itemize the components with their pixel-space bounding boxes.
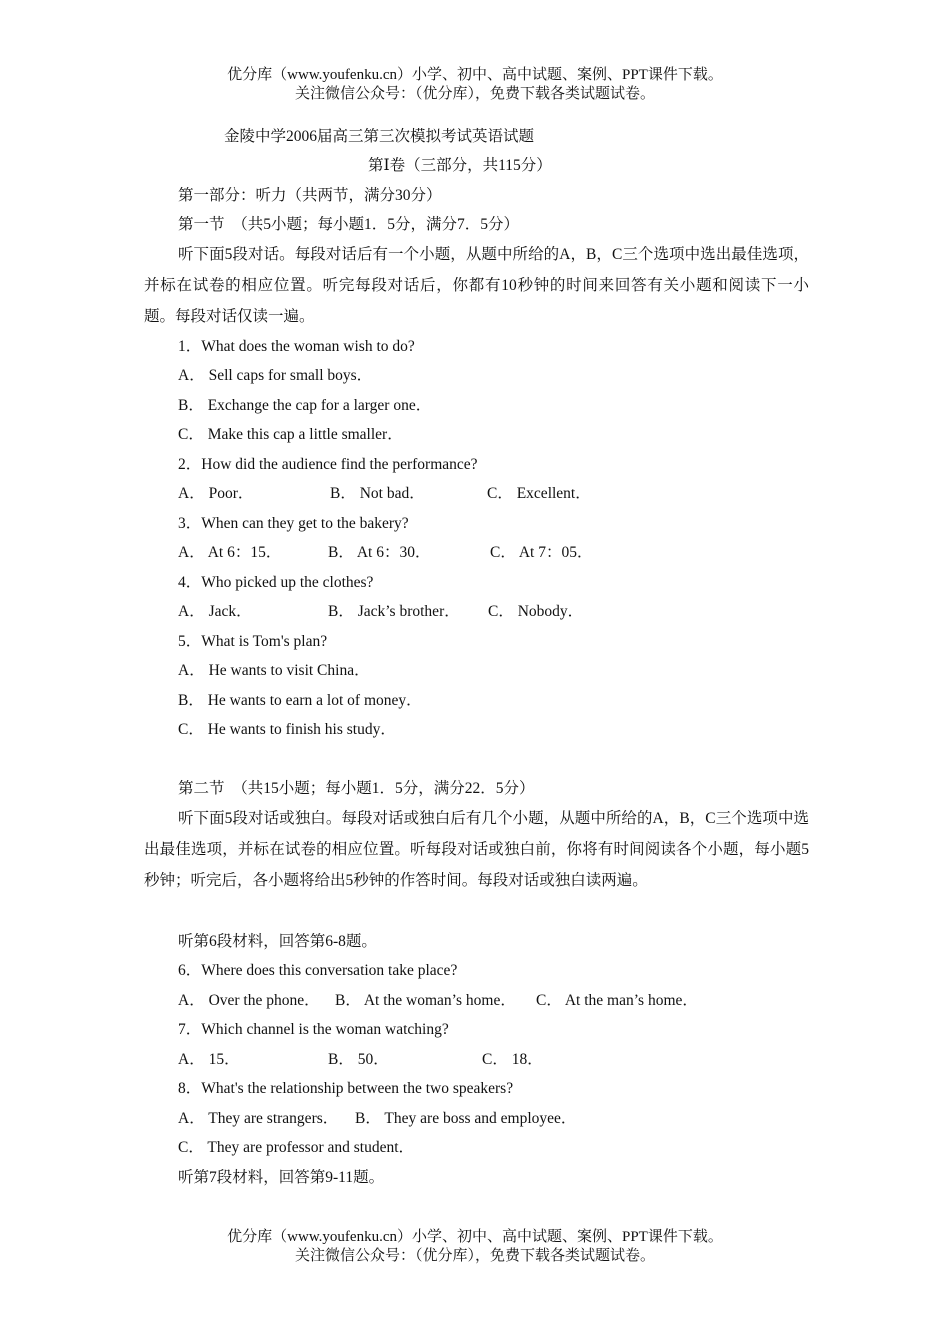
- q4-stem: 4．Who picked up the clothes?: [178, 574, 374, 591]
- q1-option-c: C． Make this cap a little smaller．: [178, 426, 403, 443]
- exam-title: 金陵中学2006届高三第三次模拟考试英语试题: [224, 128, 535, 145]
- q3-stem: 3．When can they get to the bakery?: [178, 515, 409, 532]
- q3-option-a: A． At 6：15．: [178, 544, 282, 561]
- material6-instruction: 听第6段材料，回答第6-8题。: [178, 933, 377, 950]
- q8-stem: 8．What's the relationship between the two speakers?: [178, 1080, 514, 1097]
- q3-option-c: C． At 7：05．: [490, 544, 593, 561]
- q2-stem: 2．How did the audience find the performance?: [178, 456, 478, 473]
- part1-heading: 第一部分：听力（共两节，满分30分）: [178, 187, 442, 204]
- q1-option-b: B． Exchange the cap for a larger one．: [178, 397, 432, 414]
- q4-option-b: B． Jack’s brother．: [328, 603, 460, 620]
- q7-option-a: A． 15．: [178, 1051, 240, 1068]
- q1-stem: 1．What does the woman wish to do?: [178, 338, 415, 355]
- q6-stem: 6．Where does this conversation take place?: [178, 962, 458, 979]
- q7-stem: 7．Which channel is the woman watching?: [178, 1021, 449, 1038]
- footer-line-1: 优分库（www.youfenku.cn）小学、初中、高中试题、案例、PPT课件下载。: [227, 1229, 723, 1245]
- q6-option-a: A． Over the phone．: [178, 992, 320, 1009]
- header-line-2: 关注微信公众号：（优分库），免费下载各类试题试卷。: [294, 86, 655, 102]
- q5-stem: 5．What is Tom's plan?: [178, 633, 328, 650]
- q3-option-b: B． At 6：30．: [328, 544, 431, 561]
- q2-option-b: B． Not bad．: [330, 485, 425, 502]
- q4-option-a: A． Jack．: [178, 603, 252, 620]
- section2-heading: 第二节 （共15小题；每小题1．5分，满分22．5分）: [178, 780, 535, 797]
- q6-option-b: B． At the woman’s home．: [335, 992, 516, 1009]
- q1-option-a: A． Sell caps for small boys．: [178, 367, 373, 384]
- q5-option-b: B． He wants to earn a lot of money．: [178, 692, 422, 709]
- footer-line-2: 关注微信公众号：（优分库），免费下载各类试题试卷。: [294, 1248, 655, 1264]
- q8-option-b: B． They are boss and employee．: [355, 1110, 577, 1127]
- section1-instructions: 听下面5段对话。每段对话后有一个小题，从题中所给的A，B，C三个选项中选出最佳选项，并标在试卷的相应位置。听完每段对话后，你都有10秒钟的时间来回答有关小题和阅读下一小题。每段对话仅读一遍。: [144, 246, 809, 325]
- header-line-1: 优分库（www.youfenku.cn）小学、初中、高中试题、案例、PPT课件下载。: [227, 67, 723, 83]
- q4-option-c: C． Nobody．: [488, 603, 584, 620]
- material7-instruction: 听第7段材料，回答第9-11题。: [178, 1169, 385, 1186]
- q8-option-a: A． They are strangers．: [178, 1110, 339, 1127]
- q7-option-c: C． 18．: [482, 1051, 543, 1068]
- volume-heading: 第Ⅰ卷（三部分，共115分）: [368, 157, 552, 174]
- q2-option-c: C． Excellent．: [487, 485, 591, 502]
- section2-instructions: 听下面5段对话或独白。每段对话或独白后有几个小题，从题中所给的A，B，C三个选项中选出最佳选项，并标在试卷的相应位置。听每段对话或独白前，你将有时间阅读各个小题，每小题5秒钟；听完后，各小题将给出5秒钟的作答时间。每段对话或独白读两遍。: [144, 810, 809, 889]
- q5-option-a: A． He wants to visit China．: [178, 662, 370, 679]
- section1-heading: 第一节 （共5小题；每小题1．5分，满分7．5分）: [178, 216, 520, 233]
- q2-option-a: A． Poor．: [178, 485, 254, 502]
- q6-option-c: C． At the man’s home．: [536, 992, 698, 1009]
- q8-option-c: C． They are professor and student．: [178, 1139, 415, 1156]
- q7-option-b: B． 50．: [328, 1051, 389, 1068]
- q5-option-c: C． He wants to finish his study．: [178, 721, 396, 738]
